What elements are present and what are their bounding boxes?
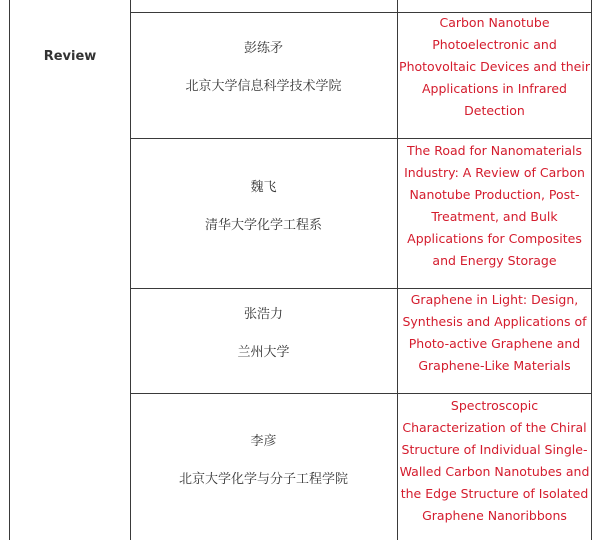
table-border-right bbox=[591, 0, 592, 540]
author-affiliation: 北京大学信息科学技术学院 bbox=[185, 79, 342, 94]
author-name: 彭练矛 bbox=[243, 41, 283, 56]
table-row bbox=[131, 180, 396, 234]
table-border-left bbox=[9, 0, 10, 540]
paper-title[interactable]: Carbon Nanotube Photoelectronic and Photovoltaic Devices and their Applications in Infrared Detection bbox=[399, 15, 590, 118]
table-row bbox=[131, 41, 396, 95]
category-label: Review bbox=[43, 49, 97, 64]
author-affiliation: 兰州大学 bbox=[237, 345, 290, 360]
table-row bbox=[131, 434, 396, 488]
author-name: 李彦 bbox=[250, 434, 277, 449]
row-divider bbox=[130, 393, 592, 394]
paper-title[interactable]: Spectroscopic Characterization of the Chiral Structure of Individual Single-Walled Carbon Nanotubes and the Edge Structure of Isolated Graphene Nanoribbons bbox=[399, 398, 590, 523]
author-name: 张浩力 bbox=[243, 307, 283, 322]
table-row bbox=[131, 307, 396, 361]
author-name: 魏飞 bbox=[250, 180, 277, 195]
row-divider bbox=[130, 138, 592, 139]
paper-title[interactable]: Graphene in Light: Design, Synthesis and Applications of Photo-active Graphene and Graphene-Like Materials bbox=[402, 292, 587, 373]
author-affiliation: 清华大学化学工程系 bbox=[204, 218, 322, 233]
table-border-col2 bbox=[397, 0, 398, 540]
paper-title[interactable]: The Road for Nanomaterials Industry: A Review of Carbon Nanotube Production, Post-Treatment, and Bulk Applications for Composites and Energy Storage bbox=[404, 143, 585, 268]
author-affiliation: 北京大学化学与分子工程学院 bbox=[178, 472, 348, 487]
